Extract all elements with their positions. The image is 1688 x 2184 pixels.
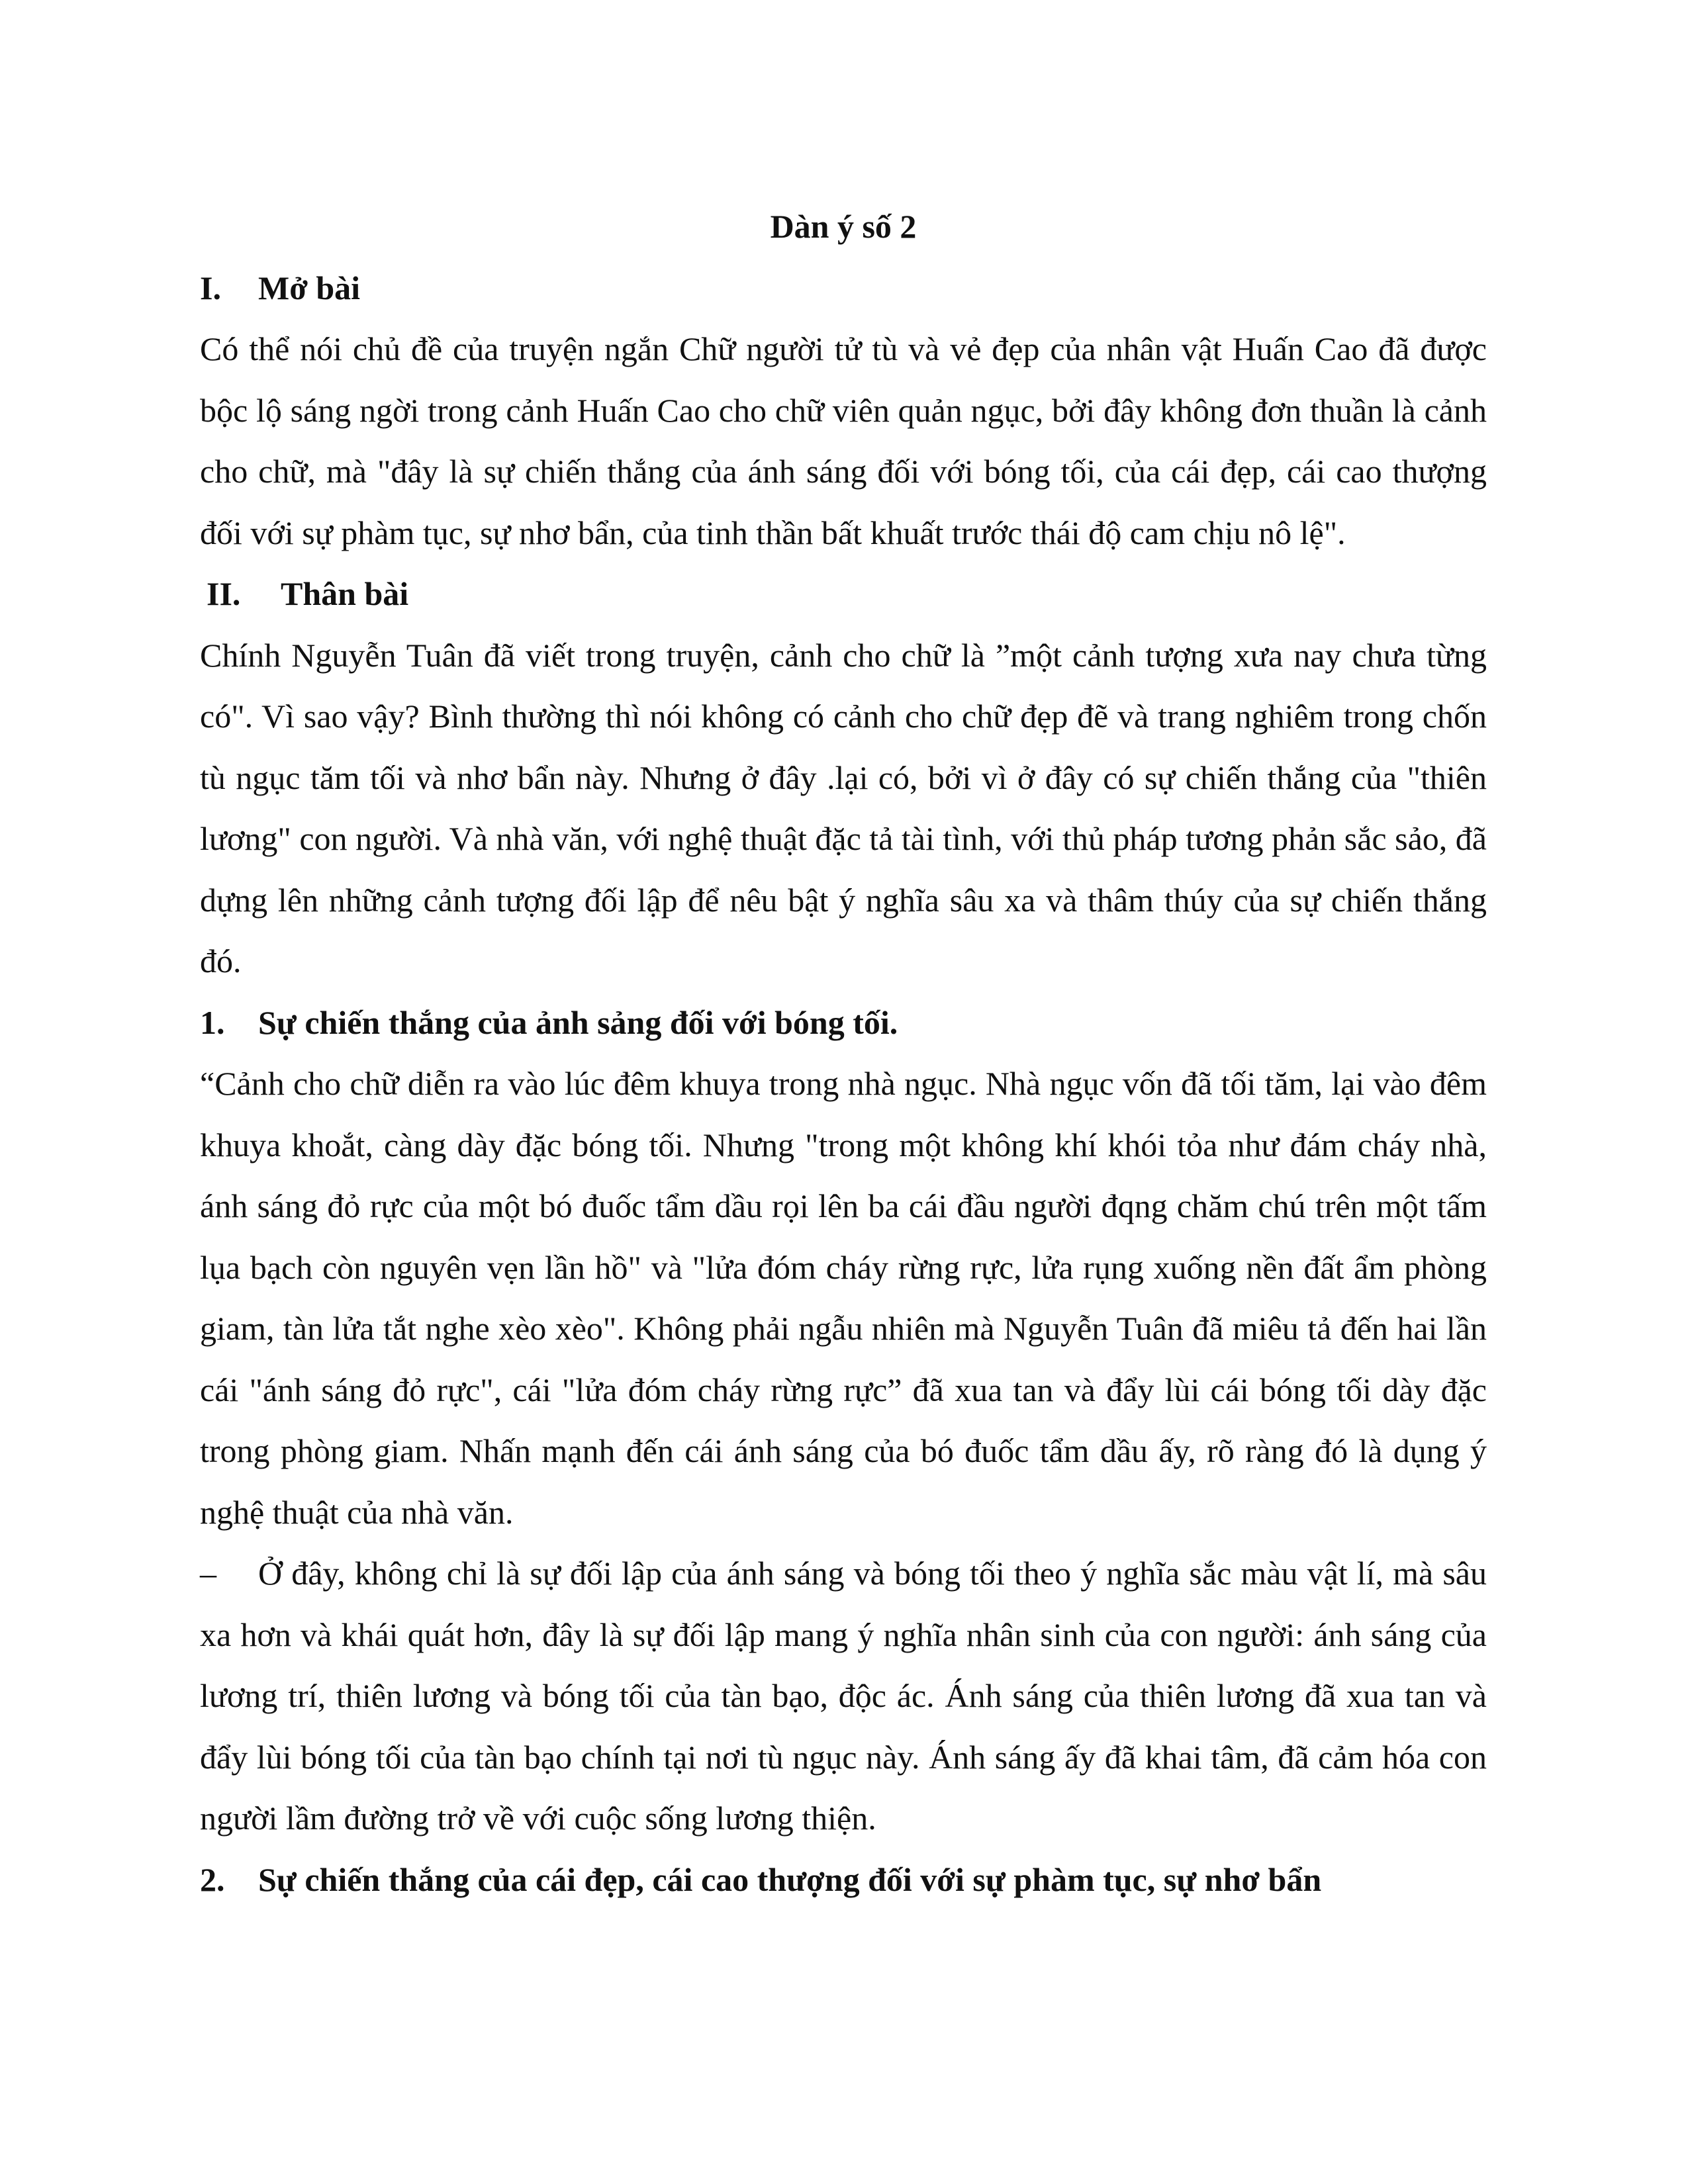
point-heading-2 xyxy=(200,1849,1487,1911)
document-content xyxy=(200,196,1487,1910)
point-label: Sự chiến thắng của cái đẹp, cái cao thượng đối với sự phàm tục, sự nhơ bẩn xyxy=(258,1860,1322,1898)
document-title: Dàn ý số 2 xyxy=(770,208,917,245)
section-number: II. xyxy=(207,575,241,612)
section-label: Mở bài xyxy=(258,269,361,306)
section-heading-than-bai xyxy=(200,563,1487,625)
point-heading-1 xyxy=(200,992,1487,1054)
point-number: 2. xyxy=(200,1860,225,1898)
point-1-dash-item xyxy=(200,1543,1487,1849)
dash-paragraph: Ở đây, không chỉ là sự đối lập của ánh sáng và bóng tối theo ý nghĩa sắc màu vật lí, mà sâu xa hơn và khái quát hơn, đây là sự đối lập mang ý nghĩa nhân sinh của con người: ánh sáng của lương trí, thiên lương và bóng tối của tàn bạo, độc ác. Ánh sáng của thiên lương đã xua tan và đẩy lùi bóng tối của tàn bạo chính tại nơi tù ngục này. Ánh sáng ấy đã khai tâm, đã cảm hóa con người lầm đường trở về với cuộc sống lương thiện. xyxy=(200,1555,1487,1837)
section-number: I. xyxy=(200,269,221,306)
point-1-paragraph: “Cảnh cho chữ diễn ra vào lúc đêm khuya trong nhà ngục. Nhà ngục vốn đã tối tăm, lại vào đêm khuya khoắt, càng dày đặc bóng tối. Nhưng "trong một không khí khói tỏa như đám cháy nhà, ánh sáng đỏ rực của một bó đuốc tẩm dầu rọi lên ba cái đầu người đqng chăm chú trên một tấm lụa bạch còn nguyên vẹn lần hồ" và "lửa đóm cháy rừng rực, lửa rụng xuống nền đất ẩm phòng giam, tàn lửa tắt nghe xèo xèo". Không phải ngẫu nhiên mà Nguyễn Tuân đã miêu tả đến hai lần cái "ánh sáng đỏ rực", cái "lửa đóm cháy rừng rực” đã xua tan và đẩy lùi cái bóng tối dày đặc trong phòng giam. Nhấn mạnh đến cái ánh sáng của bó đuốc tẩm dầu ấy, rõ ràng đó là dụng ý nghệ thuật của nhà văn. xyxy=(200,1065,1487,1531)
mo-bai-paragraph: Có thể nói chủ đề của truyện ngắn Chữ người tử tù và vẻ đẹp của nhân vật Huấn Cao đã được bộc lộ sáng ngời trong cảnh Huấn Cao cho chữ viên quản ngục, bởi đây không đơn thuần là cảnh cho chữ, mà "đây là sự chiến thắng của ánh sáng đối với bóng tối, của cái đẹp, cái cao thượng đối với sự phàm tục, sự nhơ bẩn, của tinh thần bất khuất trước thái độ cam chịu nô lệ". xyxy=(200,330,1487,551)
dash-bullet: – xyxy=(200,1555,216,1592)
section-heading-mo-bai xyxy=(200,257,1487,319)
section-label: Thân bài xyxy=(281,575,409,612)
point-label: Sự chiến thắng của ảnh sảng đối với bóng tối. xyxy=(258,1003,898,1041)
point-number: 1. xyxy=(200,1003,225,1041)
than-bai-paragraph: Chính Nguyễn Tuân đã viết trong truyện, cảnh cho chữ là ”một cảnh tượng xưa nay chưa từng có". Vì sao vậy? Bình thường thì nói không có cảnh cho chữ đẹp đẽ và trang nghiêm trong chốn tù ngục tăm tối và nhơ bẩn này. Nhưng ở đây .lại có, bởi vì ở đây có sự chiến thắng của "thiên lương" con người. Và nhà văn, với nghệ thuật đặc tả tài tình, với thủ pháp tương phản sắc sảo, đã dựng lên những cảnh tượng đối lập để nêu bật ý nghĩa sâu xa và thâm thúy của sự chiến thắng đó. xyxy=(200,636,1487,979)
